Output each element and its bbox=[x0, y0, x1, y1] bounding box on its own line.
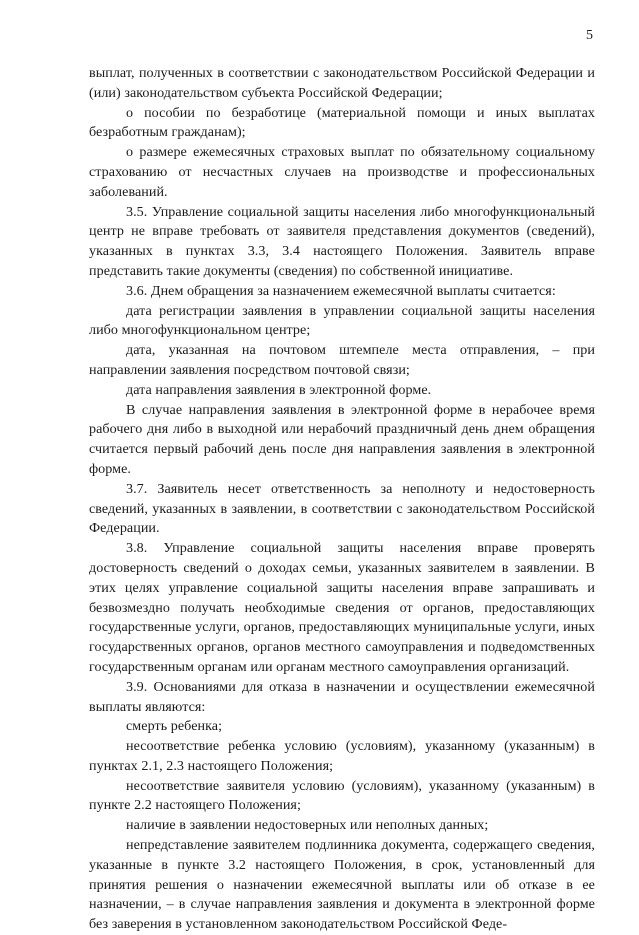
paragraph: дата регистрации заявления в управлении социальной защиты населения либо многофункциональном центре; bbox=[89, 302, 595, 339]
paragraph: наличие в заявлении недостоверных или неполных данных; bbox=[126, 817, 489, 834]
paragraph: непредставление заявителем подлинника документа, содержащего сведения, указанные в пункте 3.2 настоящего Положения, в срок, установленный для принятия решения о назначении ежемесячной выплаты или об отказе в ее назначении, – в случае направления заявления и документа в электронной форме без заверения в установленном законодательством Российской Феде- bbox=[89, 837, 595, 933]
paragraph: несоответствие ребенка условию (условиям), указанному (указанным) в пунктах 2.1, 2.3 настоящего Положения; bbox=[89, 738, 595, 774]
paragraph: дата, указанная на почтовом штемпеле места отправления, – при направлении заявления посредством почтовой связи; bbox=[89, 342, 595, 378]
paragraph: смерть ребенка; bbox=[126, 718, 223, 735]
paragraph: дата направления заявления в электронной форме. bbox=[126, 381, 432, 398]
paragraph-continuation: выплат, полученных в соответствии с законодательством Российской Федерации и (или) законодательством субъекта Российской Федерации; bbox=[89, 65, 595, 101]
page-number: 5 bbox=[586, 28, 593, 43]
paragraph: о размере ежемесячных страховых выплат по обязательному социальному страхованию от несчастных случаев на производстве и профессиональных заболеваний. bbox=[89, 144, 595, 200]
paragraph-3-5: 3.5. Управление социальной защиты населения либо многофункциональный центр не вправе требовать от заявителя представления документов (сведений), указанных в пунктах 3.3, 3.4 настоящего Положения. Заявитель вправе представить такие документы (сведения) по собственной инициативе. bbox=[89, 203, 595, 279]
paragraph-3-7: 3.7. Заявитель несет ответственность за неполноту и недостоверность сведений, указанных в заявлении, в соответствии с законодательством Российской Федерации. bbox=[89, 480, 595, 537]
paragraph-3-6: 3.6. Днем обращения за назначением ежемесячной выплаты считается: bbox=[126, 282, 556, 299]
paragraph: несоответствие заявителя условию (условиям), указанному (указанным) в пункте 2.2 настоящего Положения; bbox=[89, 777, 595, 814]
paragraph-3-9: 3.9. Основаниями для отказа в назначении и осуществлении ежемесячной выплаты являются: bbox=[89, 678, 595, 715]
paragraph: о пособии по безработице (материальной помощи и иных выплатах безработным гражданам); bbox=[89, 104, 595, 141]
document-body bbox=[89, 64, 595, 935]
paragraph-3-8: 3.8. Управление социальной защиты населения вправе проверять достоверность сведений о доходах семьи, указанных заявителем в заявлении. В этих целях управление социальной защиты населения вправе запрашивать и безвозмездно получать необходимые сведения от органов, предоставляющих государственные услуги, органов, предоставляющих муниципальные услуги, иных государственных органов, органов местного самоуправления и подведомственных государственным органам или органам местного самоуправления организаций. bbox=[89, 540, 595, 675]
paragraph: В случае направления заявления в электронной форме в нерабочее время рабочего дня либо в выходной или нерабочий праздничный день днем обращения считается первый рабочий день после дня направления заявления в электронной форме. bbox=[89, 401, 595, 477]
